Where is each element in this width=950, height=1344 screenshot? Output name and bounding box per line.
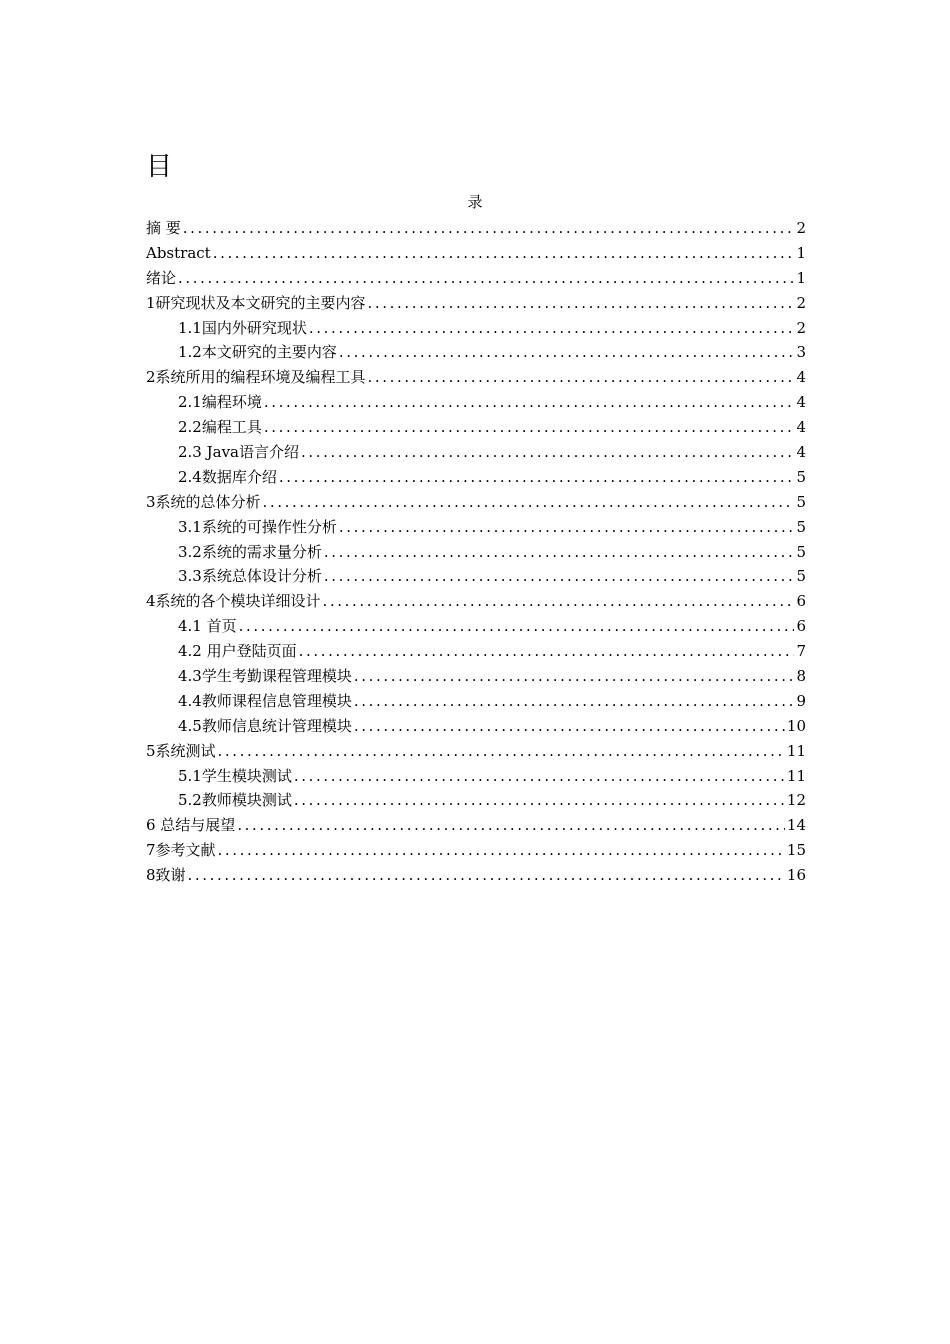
toc-entry[interactable] [146,415,806,440]
toc-entry[interactable] [146,316,806,341]
toc-leader-dots [183,216,795,241]
toc-entry[interactable] [146,614,806,639]
toc-entry-label: 1.1国内外研究现状 [178,318,307,337]
toc-entry-label: 绪论 [146,268,177,287]
toc-entry-page-number: 8 [796,667,806,686]
toc-entry[interactable] [146,739,806,764]
toc-entry[interactable] [146,664,806,689]
toc-entry-label: 3.1系统的可操作性分析 [178,517,337,536]
toc-leader-dots [309,316,795,341]
toc-entry[interactable] [146,714,806,739]
toc-entry[interactable] [146,216,806,241]
toc-title: 目 [146,152,173,182]
toc-entry-label: 3系统的总体分析 [146,492,261,511]
toc-entry-label: 1研究现状及本文研究的主要内容 [146,293,366,312]
toc-entry-page-number: 2 [796,318,806,337]
toc-entry-label: 3.2系统的需求量分析 [178,542,322,561]
toc-leader-dots [301,440,794,465]
toc-entry-page-number: 11 [786,766,806,785]
toc-entry-page-number: 5 [796,567,806,586]
toc-leader-dots [218,739,785,764]
toc-leader-dots [178,266,794,291]
toc-entry-page-number: 5 [796,517,806,536]
toc-entry-label: 2.1编程环境 [178,393,262,412]
toc-entry[interactable] [146,589,806,614]
toc-entry-label: 5.1学生模块测试 [178,766,292,785]
toc-entry-page-number: 15 [786,841,806,860]
toc-leader-dots [324,540,795,565]
toc-entry[interactable] [146,564,806,589]
toc-entry-label: 2.4数据库介绍 [178,467,277,486]
toc-entry[interactable] [146,689,806,714]
toc-entry-label: 4.5教师信息统计管理模块 [178,716,352,735]
toc-entry[interactable] [146,266,806,291]
toc-leader-dots [354,664,795,689]
toc-leader-dots [354,689,795,714]
toc-entry[interactable] [146,515,806,540]
toc-entry-label: Abstract [146,243,211,262]
toc-leader-dots [368,291,795,316]
toc-entry[interactable] [146,764,806,789]
toc-leader-dots [324,564,795,589]
toc-leader-dots [299,639,795,664]
toc-leader-dots [323,589,795,614]
toc-entry[interactable] [146,390,806,415]
toc-leader-dots [294,764,785,789]
toc-entry-page-number: 4 [796,368,806,387]
toc-entry-label: 4.1 首页 [178,617,237,636]
toc-entry-label: 1.2本文研究的主要内容 [178,343,337,362]
toc-entry-label: 2.3 Java语言介绍 [178,443,299,462]
toc-leader-dots [218,838,785,863]
toc-leader-dots [279,465,795,490]
toc-entry-page-number: 1 [796,268,806,287]
toc-entry-page-number: 2 [796,219,806,237]
toc-entry-page-number: 5 [796,467,806,486]
toc-leader-dots [294,788,785,813]
toc-entry-page-number: 3 [796,343,806,362]
toc-entry[interactable] [146,639,806,664]
toc-leader-dots [264,415,795,440]
table-of-contents [146,216,806,888]
toc-leader-dots [354,714,785,739]
toc-entry-page-number: 11 [786,741,806,760]
toc-entry-page-number: 2 [796,293,806,312]
toc-leader-dots [339,340,795,365]
toc-entry-label: 摘 要 [146,219,181,237]
toc-entry-label: 8致谢 [146,866,186,885]
toc-entry[interactable] [146,813,806,838]
toc-entry-page-number: 6 [796,617,806,636]
toc-entry-page-number: 5 [796,542,806,561]
toc-entry[interactable] [146,838,806,863]
toc-entry-label: 4系统的各个模块详细设计 [146,592,321,611]
toc-entry-page-number: 4 [796,418,806,437]
toc-leader-dots [239,614,795,639]
toc-entry-label: 5系统测试 [146,741,216,760]
toc-entry-label: 6 总结与展望 [146,816,236,835]
toc-entry-page-number: 10 [786,716,806,735]
toc-entry-page-number: 12 [786,791,806,810]
toc-entry[interactable] [146,788,806,813]
toc-leader-dots [263,490,795,515]
toc-entry-page-number: 1 [796,243,806,262]
toc-entry[interactable] [146,365,806,390]
toc-leader-dots [264,390,795,415]
toc-entry[interactable] [146,465,806,490]
toc-entry[interactable] [146,291,806,316]
toc-entry-page-number: 4 [796,443,806,462]
toc-leader-dots [237,813,785,838]
toc-entry-label: 3.3系统总体设计分析 [178,567,322,586]
toc-entry[interactable] [146,340,806,365]
toc-entry-page-number: 7 [796,642,806,661]
toc-entry-label: 2.2编程工具 [178,418,262,437]
toc-entry[interactable] [146,440,806,465]
toc-entry-page-number: 14 [786,816,806,835]
toc-leader-dots [368,365,795,390]
toc-entry-page-number: 16 [786,866,806,885]
toc-entry-page-number: 6 [796,592,806,611]
toc-leader-dots [339,515,795,540]
toc-entry-label: 2系统所用的编程环境及编程工具 [146,368,366,387]
toc-entry[interactable] [146,540,806,565]
toc-entry-page-number: 5 [796,492,806,511]
toc-title-continuation: 录 [467,193,483,211]
toc-entry-label: 4.2 用户登陆页面 [178,642,297,661]
toc-entry-page-number: 9 [796,691,806,710]
toc-entry[interactable] [146,490,806,515]
toc-entry-label: 7参考文献 [146,841,216,860]
toc-entry-label: 5.2教师模块测试 [178,791,292,810]
toc-entry[interactable] [146,241,806,266]
toc-entry-page-number: 4 [796,393,806,412]
toc-leader-dots [213,241,795,266]
toc-leader-dots [188,863,785,888]
toc-entry-label: 4.4教师课程信息管理模块 [178,691,352,710]
toc-entry-label: 4.3学生考勤课程管理模块 [178,667,352,686]
toc-entry[interactable] [146,863,806,888]
